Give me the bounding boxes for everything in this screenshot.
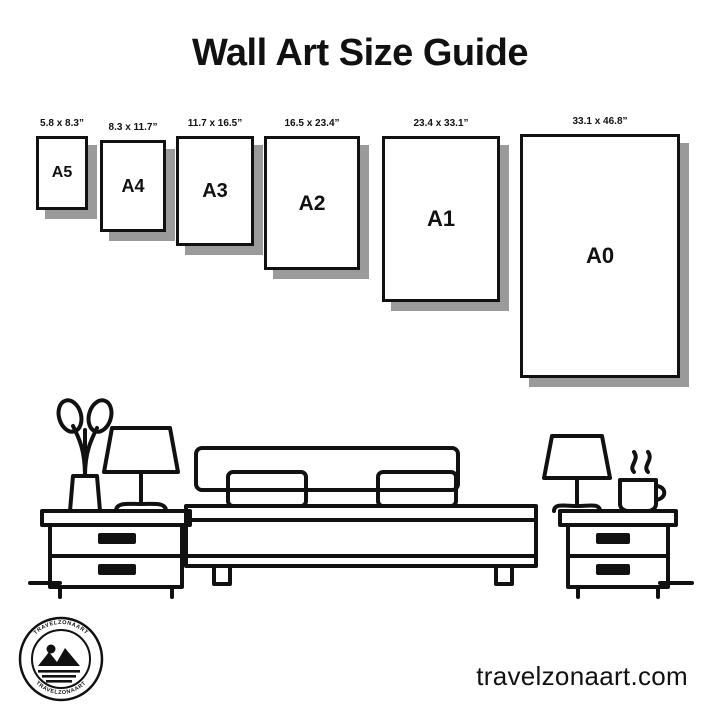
frame-label-a1: A1: [426, 206, 456, 231]
frame-a2: [264, 136, 360, 270]
frame-label-a0: A0: [585, 243, 615, 268]
frame-a4: [100, 140, 166, 232]
frame-label-a2: A2: [298, 191, 326, 215]
frame-a3: [176, 136, 254, 246]
frame-a1: [382, 136, 500, 302]
frame-dimension-a3: 11.7 x 16.5”: [187, 118, 243, 129]
frame-label-a4: A4: [121, 176, 145, 196]
frame-dimension-a0: 33.1 x 46.8”: [572, 116, 628, 127]
brand-logo: [18, 616, 104, 702]
logo-text-bottom: TRAVELZONAART: [34, 680, 88, 697]
frame-a5: [36, 136, 88, 210]
frame-dimension-a2: 16.5 x 23.4”: [284, 118, 340, 129]
frame-label-a5: A5: [51, 164, 73, 181]
page-title: Wall Art Size Guide: [191, 32, 529, 74]
frame-label-a3: A3: [202, 180, 228, 202]
frame-dimension-a4: 8.3 x 11.7”: [108, 122, 158, 133]
frame-dimension-a1: 23.4 x 33.1”: [413, 118, 469, 129]
frame-dimension-a5: 5.8 x 8.3”: [40, 118, 84, 129]
logo-text-top: TRAVELZONAART: [32, 619, 90, 637]
frame-a0: [520, 134, 680, 378]
website-url: travelzonaart.com: [476, 661, 688, 691]
bedroom-illustration: [0, 380, 720, 610]
